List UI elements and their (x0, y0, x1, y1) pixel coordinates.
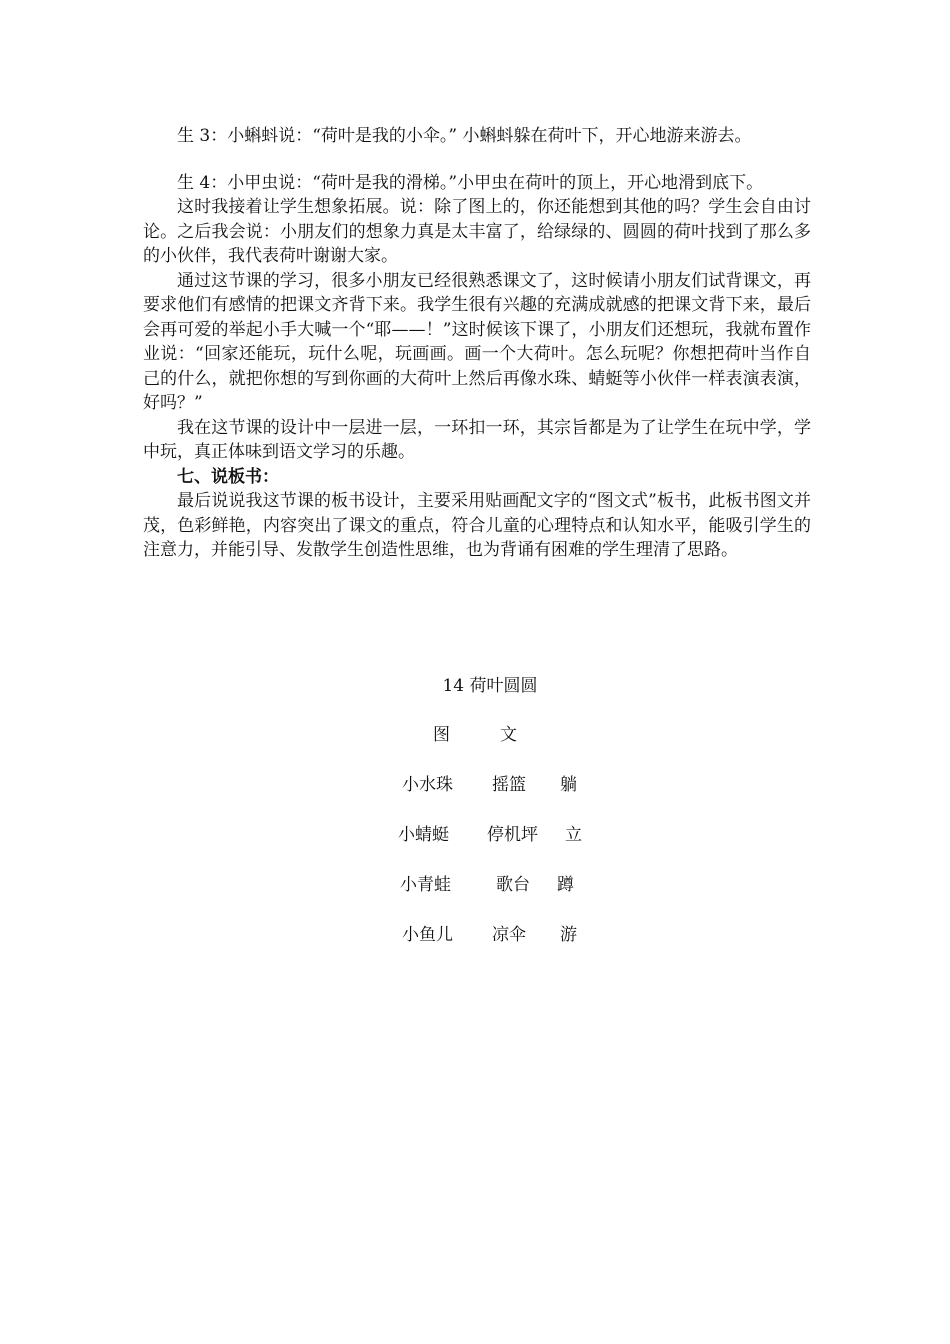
board-row-what: 歌台 (496, 875, 530, 895)
board-row-action: 躺 (560, 775, 577, 795)
board-row-who: 小蜻蜓 (398, 825, 449, 845)
paragraph-board-design: 最后说说我这节课的板书设计，主要采用贴画配文字的“图文式”板书，此板书图文并茂，色彩鲜艳，内容突出了课文的重点，符合儿童的心理特点和认知水平，能吸引学生的注意力，并能引导、发散学生创造性思维，也为背诵有困难的学生理清了思路。 (143, 491, 811, 560)
board-row-who: 小青蛙 (400, 875, 451, 895)
board-row-who: 小鱼儿 (402, 925, 453, 945)
board-row-action: 游 (560, 925, 577, 945)
board-title: 14 荷叶圆圆 (442, 676, 538, 696)
paragraph-imagination: 这时我接着让学生想象拓展。说：除了图上的，你还能想到其他的吗？学生会自由讨论。之后我会说：小朋友们的想象力真是太丰富了，给绿绿的、圆圆的荷叶找到了那么多的小伙伴，我代表荷叶谢谢大家。 (143, 197, 811, 266)
paragraph-student-4: 生 4：小甲虫说：“荷叶是我的滑梯。”小甲虫在荷叶的顶上，开心地滑到底下。 (177, 172, 764, 193)
board-row-action: 立 (565, 825, 582, 845)
board-row-what: 停机坪 (487, 825, 538, 845)
paragraph-recitation: 通过这节课的学习，很多小朋友已经很熟悉课文了，这时候请小朋友们试背课文，再要求他们有感情的把课文齐背下来。我学生很有兴趣的充满成就感的把课文背下来，最后会再可爱的举起小手大喊一个“耶——！”这时候该下课了，小朋友们还想玩，我就布置作业说：“回家还能玩，玩什么呢，玩画画。画一个大荷叶。怎么玩呢？你想把荷叶当作自己的什么，就把你想的写到你画的大荷叶上然后再像水珠、蜻蜓等小伙伴一样表演表演，好吗？” (143, 270, 811, 413)
board-row-who: 小水珠 (402, 775, 453, 795)
board-row-what: 凉伞 (492, 925, 526, 945)
board-header-picture: 图 (433, 725, 450, 745)
section-heading-board: 七、说板书： (177, 466, 279, 487)
board-row-action: 蹲 (557, 875, 574, 895)
board-row-what: 摇篮 (492, 775, 526, 795)
board-header-text: 文 (500, 725, 517, 745)
paragraph-student-3: 生 3：小蝌蚪说：“荷叶是我的小伞。” 小蝌蚪躲在荷叶下，开心地游来游去。 (177, 126, 752, 146)
paragraph-design-summary: 我在这节课的设计中一层进一层，一环扣一环，其宗旨都是为了让学生在玩中学，学中玩，真正体味到语文学习的乐趣。 (143, 417, 811, 462)
